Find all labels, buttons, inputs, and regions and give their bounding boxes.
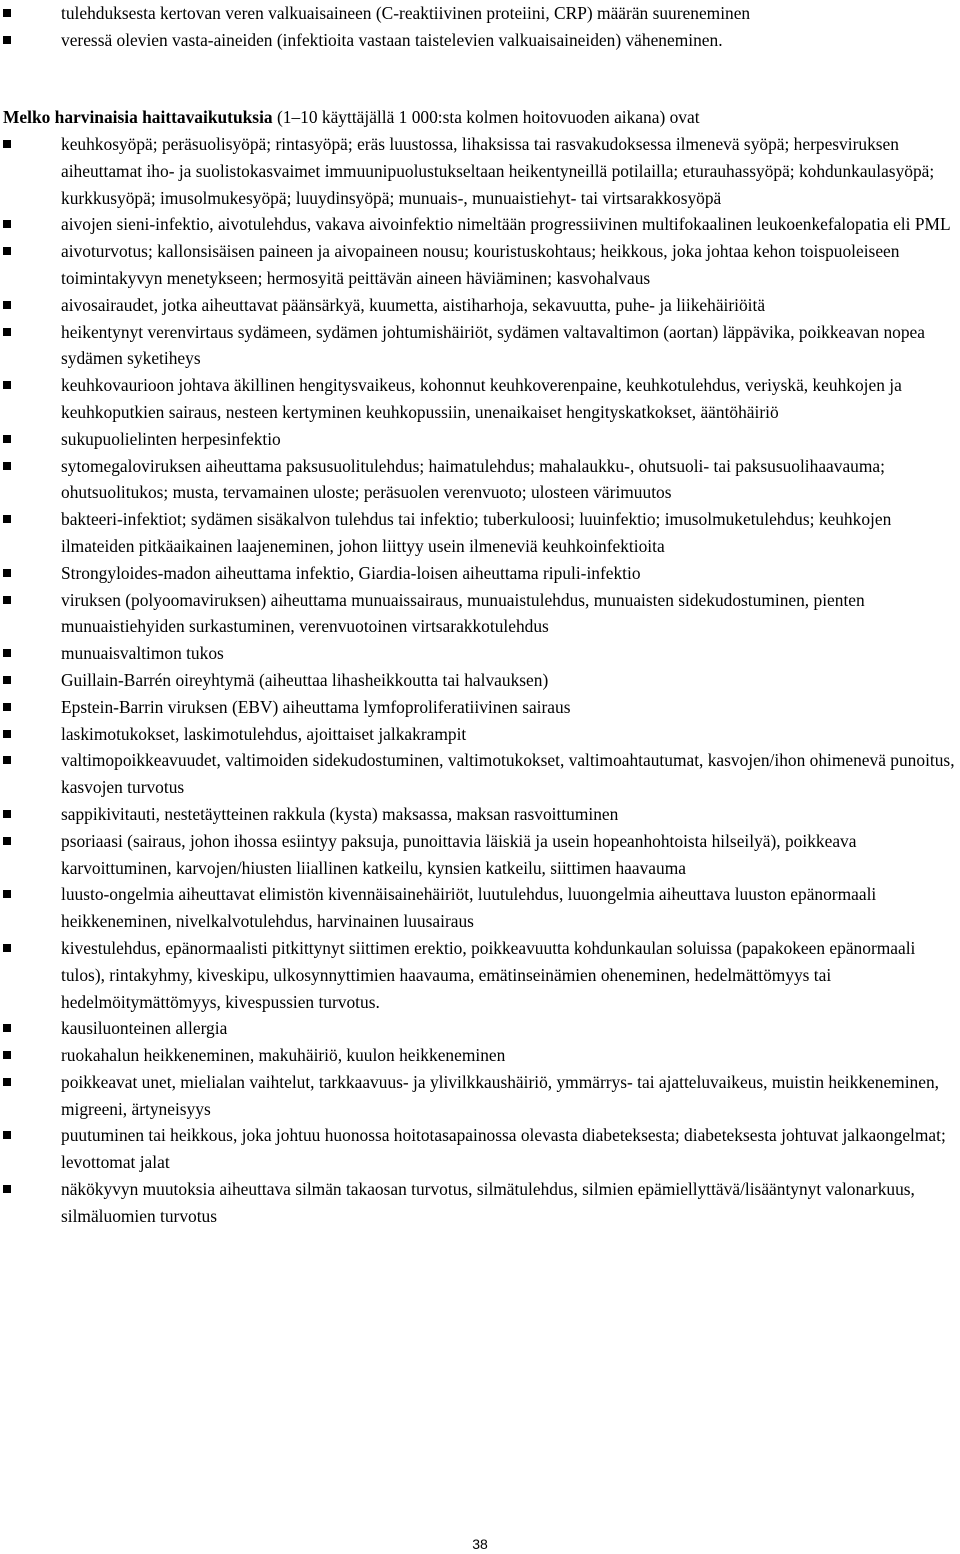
square-bullet-icon	[3, 649, 11, 657]
list-item-text: Strongyloides-madon aiheuttama infektio, Giardia-loisen aiheuttama ripuli-infektio	[61, 562, 641, 583]
list-item	[0, 506, 960, 560]
square-bullet-icon	[3, 837, 11, 845]
list-item-text: Guillain-Barrén oireyhtymä (aiheuttaa lihasheikkoutta tai halvauksen)	[61, 669, 549, 690]
list-item-text: keuhkovaurioon johtava äkillinen hengitysvaikeus, kohonnut keuhkoverenpaine, keuhkotulehdus, veriyskä, keuhkojen ja keuhkoputkien sairaus, nesteen kertyminen keuhkopussiin, unenaikaiset hengityskatkokset, ääntöhäiriö	[61, 375, 902, 422]
list-item-text: keuhkosyöpä; peräsuolisyöpä; rintasyöpä; eräs luustossa, lihaksissa tai rasvakudoksessa ilmenevä syöpä; herpesviruksen aiheuttamat iho- ja suolistokasvaimet immuunipuolustukseltaan heikentyneillä potilailla; eturauhassyöpä; kohdunkaulasyöpä; kurkkusyöpä; imusolmukesyöpä; luuydinsyöpä; munuais-, munuaistiehyt- tai virtsarakkosyöpä	[61, 134, 935, 208]
list-item	[0, 694, 960, 721]
section-heading: Melko harvinaisia haittavaikutuksia	[3, 107, 273, 127]
list-item	[0, 319, 960, 373]
list-item-text: kausiluonteinen allergia	[61, 1018, 228, 1039]
list-item	[0, 1015, 960, 1042]
square-bullet-icon	[3, 890, 11, 898]
list-item-text: kivestulehdus, epänormaalisti pitkittynyt siittimen erektio, poikkeavuutta kohdunkaulan soluissa (papakokeen epänormaali tulos), rintakyhmy, kiveskipu, ulkosynnyttimien haavauma, emätinseinämien oheneminen, hedelmättömyys tai hedelmöitymättömyys, kivespussien turvotus.	[61, 937, 916, 1012]
square-bullet-icon	[3, 381, 11, 389]
list-item	[0, 640, 960, 667]
list-item	[0, 1176, 960, 1230]
list-item-text: aivoturvotus; kallonsisäisen paineen ja aivopaineen nousu; kouristuskohtaus; heikkous, joka johtaa kehon toispuoleiseen toimintakyvyn menetykseen; hermosyitä peittävän aineen häviäminen; kasvohalvaus	[61, 241, 900, 288]
list-item	[0, 667, 960, 694]
square-bullet-icon	[3, 247, 11, 255]
list-item	[0, 453, 960, 507]
square-bullet-icon	[3, 756, 11, 764]
list-item-text: puutuminen tai heikkous, joka johtuu huonossa hoitotasapainossa olevasta diabeteksesta; diabeteksesta johtuvat jalkaongelmat; levottomat jalat	[61, 1125, 946, 1173]
page-number: 38	[472, 1536, 488, 1552]
list-item-text: luusto-ongelmia aiheuttavat elimistön kivennäisainehäiriöt, luutulehdus, luuongelmia aiheuttava luuston epänormaali heikkeneminen, nivelkalvotulehdus, harvinainen luusairaus	[61, 884, 877, 932]
list-item	[0, 426, 960, 453]
list-item	[0, 828, 960, 882]
list-item	[0, 372, 960, 426]
list-item	[0, 238, 960, 292]
list-item	[0, 801, 960, 828]
list-item	[0, 721, 960, 748]
list-item-text: heikentynyt verenvirtaus sydämeen, sydämen johtumishäiriöt, sydämen valtavaltimon (aortan) läppävika, poikkeavan nopea sydämen syketiheys	[61, 321, 925, 369]
square-bullet-icon	[3, 140, 11, 148]
square-bullet-icon	[3, 569, 11, 577]
list-item	[0, 27, 960, 54]
list-item-text: veressä olevien vasta-aineiden (infektioita vastaan taistelevien valkuaisaineiden) väheneminen.	[61, 29, 723, 50]
square-bullet-icon	[3, 515, 11, 523]
square-bullet-icon	[3, 676, 11, 684]
list-item-text: näkökyvyn muutoksia aiheuttava silmän takaosan turvotus, silmätulehdus, silmien epämiellyttävä/lisääntynyt valonarkuus, silmäluomien turvotus	[61, 1179, 915, 1226]
list-item	[0, 747, 960, 801]
square-bullet-icon	[3, 1078, 11, 1086]
list-item	[0, 292, 960, 319]
square-bullet-icon	[3, 1131, 11, 1139]
list-item-text: poikkeavat unet, mielialan vaihtelut, tarkkaavuus- ja ylivilkkaushäiriö, ymmärrys- tai ajatteluvaikeus, muistin heikkeneminen, migreeni, ärtyneisyys	[61, 1071, 939, 1119]
list-item	[0, 1122, 960, 1176]
square-bullet-icon	[3, 944, 11, 952]
square-bullet-icon	[3, 462, 11, 470]
list-item-text: aivojen sieni-infektio, aivotulehdus, vakava aivoinfektio nimeltään progressiivinen multifokaalinen leukoenkefalopatia eli PML	[61, 214, 951, 235]
section-heading-rest: (1–10 käyttäjällä 1 000:sta kolmen hoitovuoden aikana) ovat	[272, 107, 700, 127]
top-bullet-list	[0, 0, 960, 54]
list-item	[0, 1042, 960, 1069]
list-item	[0, 881, 960, 935]
list-item-text: munuaisvaltimon tukos	[61, 643, 224, 664]
list-item-text: viruksen (polyoomaviruksen) aiheuttama munuaissairaus, munuaistulehdus, munuaisten sidekudostuminen, pienten munuaistiehyiden surkastuminen, verenvuotoinen virtsarakkotulehdus	[61, 589, 865, 637]
square-bullet-icon	[3, 703, 11, 711]
list-item	[0, 935, 960, 1015]
square-bullet-icon	[3, 435, 11, 443]
list-item-text: valtimopoikkeavuudet, valtimoiden sidekudostuminen, valtimotukokset, valtimoahtautumat, kasvojen/ihon ohimenevä punoitus, kasvojen turvotus	[61, 750, 955, 798]
list-item-text: psoriaasi (sairaus, johon ihossa esiintyy paksuja, punoittavia läiskiä ja usein hopeanhohtoista hilseilyä), poikkeava karvoittuminen, karvojen/hiusten liiallinen katkeilu, kynsien katkeilu, siittimen haavauma	[61, 830, 857, 878]
list-item-text: sappikivitauti, nestetäytteinen rakkula (kysta) maksassa, maksan rasvoittuminen	[61, 803, 619, 824]
square-bullet-icon	[3, 328, 11, 336]
square-bullet-icon	[3, 596, 11, 604]
list-item-text: sytomegaloviruksen aiheuttama paksusuolitulehdus; haimatulehdus; mahalaukku-, ohutsuoli- tai paksusuolihaavauma; ohutsuolitukos; musta, tervamainen uloste; peräsuolen verenvuoto; ulosteen värimuutos	[61, 455, 885, 503]
list-item-text: ruokahalun heikkeneminen, makuhäiriö, kuulon heikkeneminen	[61, 1045, 506, 1066]
square-bullet-icon	[3, 730, 11, 738]
list-item-text: bakteeri-infektiot; sydämen sisäkalvon tulehdus tai infektio; tuberkuloosi; luuinfektio; imusolmuketulehdus; keuhkojen ilmateiden pitkäaikainen laajeneminen, johon liittyy usein ilmeneviä keuhkoinfektioita	[61, 509, 892, 556]
square-bullet-icon	[3, 36, 11, 44]
list-item-text: aivosairaudet, jotka aiheuttavat päänsärkyä, kuumetta, aistiharhoja, sekavuutta, puhe- ja liikehäiriöitä	[61, 294, 766, 315]
side-effects-list	[0, 131, 960, 1230]
section-intro	[0, 104, 960, 131]
square-bullet-icon	[3, 301, 11, 309]
list-item-text: Epstein-Barrin viruksen (EBV) aiheuttama lymfoproliferatiivinen sairaus	[61, 696, 571, 717]
list-item	[0, 587, 960, 641]
list-item-text: laskimotukokset, laskimotulehdus, ajoittaiset jalkakrampit	[61, 723, 467, 744]
square-bullet-icon	[3, 1051, 11, 1059]
list-item	[0, 131, 960, 211]
square-bullet-icon	[3, 810, 11, 818]
square-bullet-icon	[3, 9, 11, 17]
list-item-text: sukupuolielinten herpesinfektio	[61, 428, 281, 449]
square-bullet-icon	[3, 1024, 11, 1032]
square-bullet-icon	[3, 1185, 11, 1193]
list-item	[0, 0, 960, 27]
list-item	[0, 1069, 960, 1123]
square-bullet-icon	[3, 220, 11, 228]
list-item-text: tulehduksesta kertovan veren valkuaisaineen (C-reaktiivinen proteiini, CRP) määrän suureneminen	[61, 3, 751, 23]
list-item	[0, 211, 960, 238]
list-item	[0, 560, 960, 587]
